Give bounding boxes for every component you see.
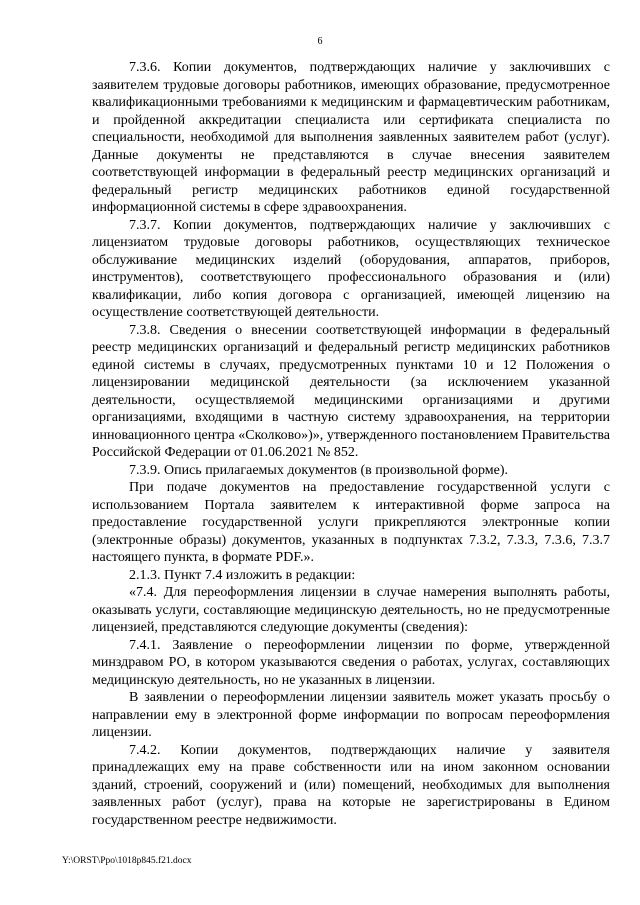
page-number: 6 [317,36,323,47]
paragraph-2-1-3: 2.1.3. Пункт 7.4 изложить в редакции: [129,567,356,583]
paragraph-7-4: «7.4. Для переоформления лицензии в случае намерения выполнять работы, оказывать услуги, составляющие медицинскую деятельность, но не предусмотренные лицензией, представляются следующие документы (сведения): [92,585,610,635]
paragraph-portal-submission: При подаче документов на предоставление государственной услуги с использованием Портала заявителем к интерактивной форме запроса на предоставление государственной услуги прикрепляются электронные копии (электронные образы) документов, указанных в подпунктах 7.3.2, 7.3.3, 7.3.6, 7.3.7 настоящего пункта, в формате PDF.». [92,480,610,565]
paragraph-7-3-9: 7.3.9. Опись прилагаемых документов (в произвольной форме). [129,462,509,478]
paragraph-7-3-8: 7.3.8. Сведения о внесении соответствующей информации в федеральный реестр медицинских организаций и федеральный регистр медицинских работников единой системы в случаях, предусмотренных пунктами 10 и 12 Положения о лицензировании медицинской деятельности (за исключением указанной деятельности, осуществляемой медицинскими организациями и другими организациями, входящими в частную систему здравоохранения, на территории инновационного центра «Сколково»)», утвержденного постановлением Правительства Российской Федерации от 01.06.2021 № 852. [92,322,610,460]
paragraph-7-4-1: 7.4.1. Заявление о переоформлении лицензии по форме, утвержденной минздравом РО, в котором указываются сведения о работах, услугах, составляющих медицинскую деятельность, но не указанных в лицензии. [92,637,610,688]
paragraph-electronic-request: В заявлении о переоформлении лицензии заявитель может указать просьбу о направлении ему в электронной форме информации по вопросам переоформления лицензии. [92,690,610,740]
paragraph-7-4-2: 7.4.2. Копии документов, подтверждающих наличие у заявителя принадлежащих ему на праве собственности или на ином законном основании зданий, строений, сооружений и (или) помещений, необходимых для выполнения заявленных работ (услуг), права на которые не зарегистрированы в Едином государственном реестре недвижимости. [92,742,610,828]
document-body [92,59,610,829]
paragraph-7-3-6: 7.3.6. Копии документов, подтверждающих наличие у заключивших с заявителем трудовые договоры работников, имеющих образование, предусмотренное квалификационными требованиями к медицинским и фармацевтическим работникам, и пройденной аккредитации специалиста или сертификата специалиста по специальности, необходимой для выполнения заявленных заявителем работ (услуг). Данные документы не представляются в случае внесения заявителем соответствующей информации в федеральный реестр медицинских организаций и федеральный регистр медицинских работников единой государственной информационной системы в сфере здравоохранения. [92,60,610,215]
paragraph-7-3-7: 7.3.7. Копии документов, подтверждающих наличие у заключивших с лицензиатом трудовые договоры работников, осуществляющих техническое обслуживание медицинских изделий (оборудования, аппаратов, приборов, инструментов), соответствующего профессионального образования и (или) квалификации, либо копия договора с организацией, имеющей лицензию на осуществление соответствующей деятельности. [92,217,610,320]
footer-file-path: Y:\ORST\Ppo\1018p845.f21.docx [62,856,192,866]
